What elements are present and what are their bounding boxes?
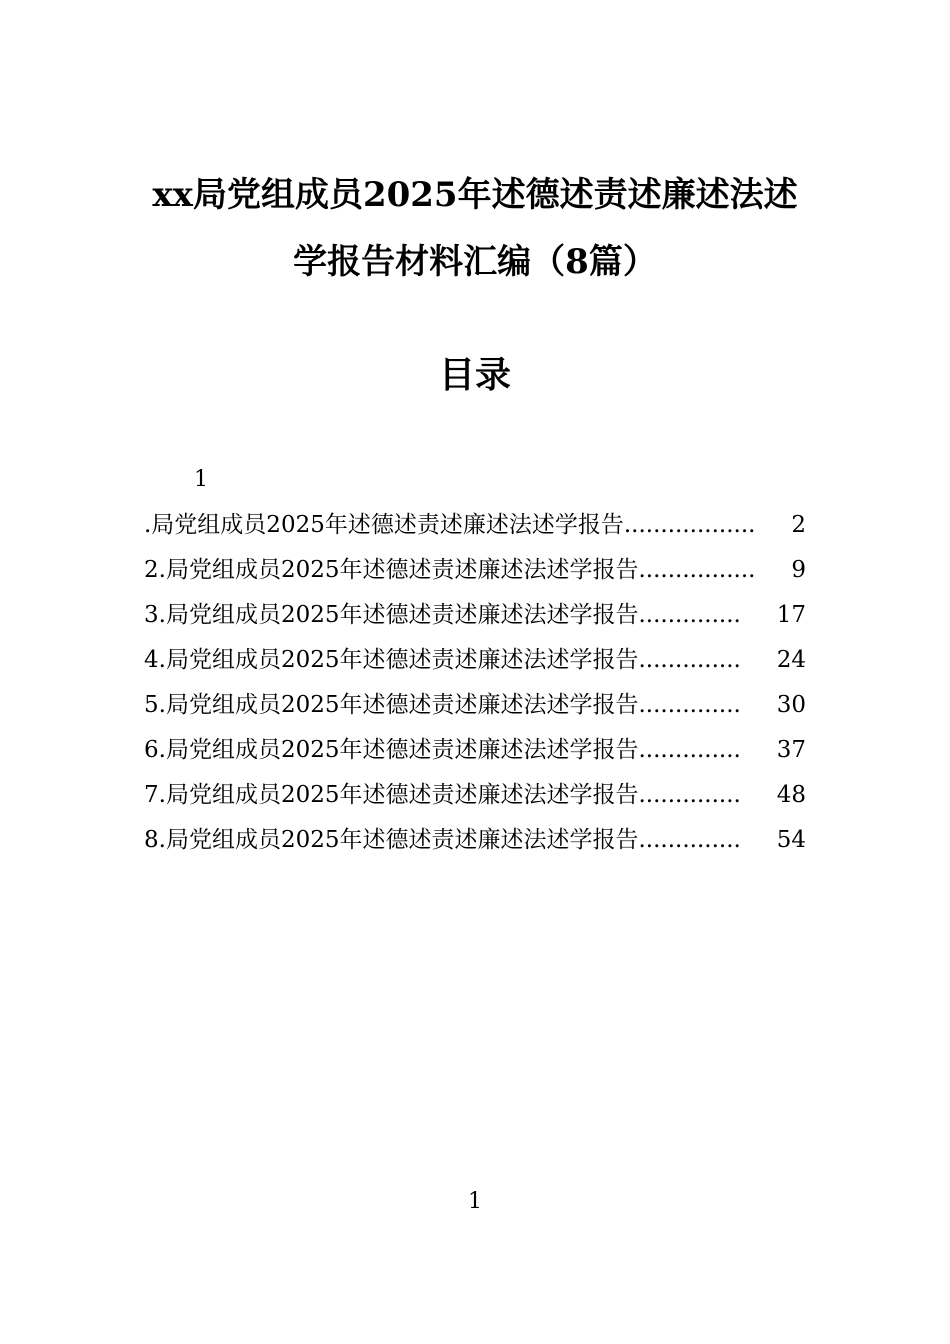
toc-entry-label: 4.局党组成员2025年述德述责述廉述法述学报告	[144, 647, 639, 673]
document-title-line-2: 学报告材料汇编（8篇）	[293, 242, 657, 282]
toc-entry-label: 6.局党组成员2025年述德述责述廉述法述学报告	[144, 737, 639, 763]
toc-entry-label: 2.局党组成员2025年述德述责述廉述法述学报告	[144, 557, 639, 583]
toc-entry-leader: ..............	[638, 782, 741, 808]
toc-entry[interactable]	[144, 827, 806, 872]
toc-entry-leader: ..............	[638, 737, 741, 763]
toc-entry-page: 24	[776, 647, 806, 673]
toc-entry-page: 30	[776, 692, 806, 718]
toc-entry-label: 7.局党组成员2025年述德述责述廉述法述学报告	[144, 782, 639, 808]
toc-entry-leader: ..............	[638, 692, 741, 718]
toc-entry-leader: ..................	[623, 512, 756, 538]
toc-entry-page: 54	[776, 827, 806, 853]
toc-entry-page: 48	[776, 782, 806, 808]
toc-entry-label: 8.局党组成员2025年述德述责述廉述法述学报告	[144, 827, 639, 853]
toc-entry-leader: ..............	[638, 647, 741, 673]
toc-entry-label: 3.局党组成员2025年述德述责述廉述法述学报告	[144, 602, 639, 628]
toc-entry[interactable]	[144, 512, 806, 557]
page-number: 1	[468, 1189, 482, 1214]
toc-list	[144, 512, 806, 872]
toc-entry-page: 37	[776, 737, 806, 763]
toc-entry[interactable]	[144, 557, 806, 602]
toc-entry-page: 17	[776, 602, 806, 628]
toc-entry-leader: ................	[638, 557, 756, 583]
document-title-line-1: xx局党组成员2025年述德述责述廉述法述	[152, 175, 798, 215]
toc-entry[interactable]	[144, 737, 806, 782]
toc-entry-label: .局党组成员2025年述德述责述廉述法述学报告	[144, 512, 624, 538]
toc-entry-leader: ..............	[638, 827, 741, 853]
toc-entry-label: 5.局党组成员2025年述德述责述廉述法述学报告	[144, 692, 639, 718]
toc-entry[interactable]	[144, 602, 806, 647]
toc-entry-page: 9	[791, 557, 806, 583]
toc-entry-leader: ..............	[638, 602, 741, 628]
toc-entry[interactable]	[144, 782, 806, 827]
toc-entry[interactable]	[144, 692, 806, 737]
toc-first-entry-number: 1	[194, 467, 208, 492]
toc-entry-page: 2	[791, 512, 806, 538]
toc-heading: 目录	[438, 354, 511, 396]
toc-entry[interactable]	[144, 647, 806, 692]
